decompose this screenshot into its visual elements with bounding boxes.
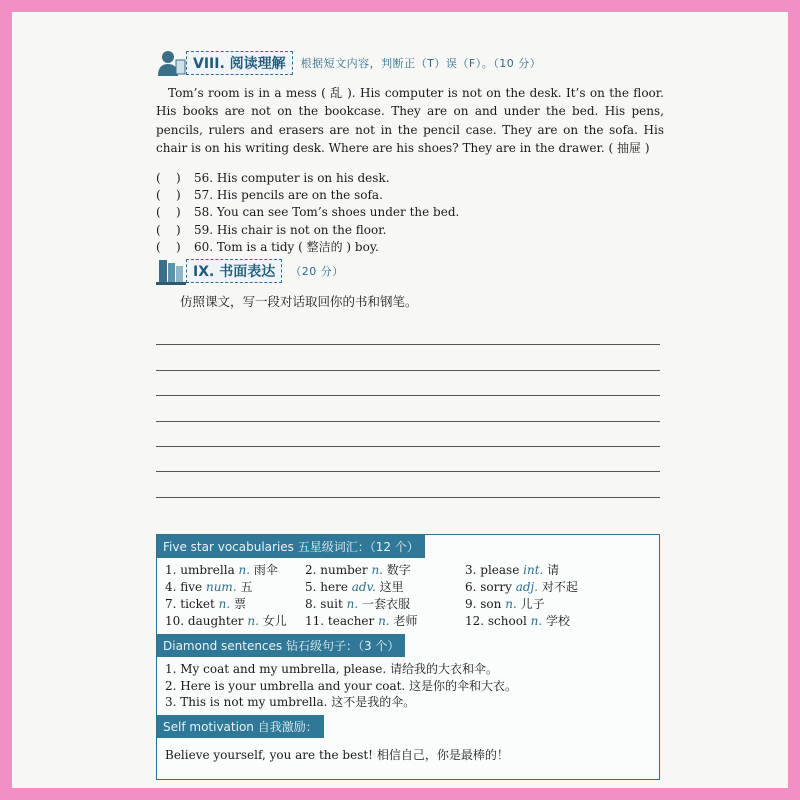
section-9-note: （20 分） <box>290 265 344 278</box>
vocab-word: 6. sorry <box>465 580 516 594</box>
vocab-pos: n. <box>371 563 383 577</box>
question-item <box>156 239 676 256</box>
vocab-meaning: 儿子 <box>516 597 545 611</box>
vocab-item <box>465 579 645 596</box>
question-item <box>156 187 676 204</box>
answer-blank[interactable]: ( ) <box>156 222 181 237</box>
vocab-pos: adv. <box>351 580 376 594</box>
vocab-item <box>465 613 645 630</box>
section-8-note: 根据短文内容，判断正（T）误（F）。（10 分） <box>300 57 542 70</box>
sentence-item: 2. Here is your umbrella and your coat. 这是你的伞和大衣。 <box>165 678 518 693</box>
vocab-pos: n. <box>505 597 517 611</box>
vocabulary-box <box>156 534 660 780</box>
vocab-meaning: 请 <box>543 563 560 577</box>
vocab-word: 10. daughter <box>165 614 248 628</box>
vocab-meaning: 这里 <box>375 580 404 594</box>
vocab-item <box>305 579 465 596</box>
answer-blank[interactable]: ( ) <box>156 239 181 254</box>
vocab-pos: n. <box>238 563 251 577</box>
vocab-pos: n. <box>530 614 543 628</box>
vocab-item <box>165 596 305 613</box>
section-8-header <box>156 48 541 78</box>
vocab-header: Five star vocabularies 五星级词汇：（12 个） <box>157 535 425 558</box>
vocab-meaning: 老师 <box>389 614 418 628</box>
section-9-header <box>156 256 344 286</box>
sentence-item: 3. This is not my umbrella. 这不是我的伞。 <box>165 695 416 709</box>
person-icon <box>156 48 186 78</box>
vocab-pos: n. <box>378 614 390 628</box>
vocab-grid <box>157 558 659 634</box>
question-text: 58. You can see Tom’s shoes under the bed. <box>194 205 460 220</box>
writing-lines[interactable] <box>156 320 660 498</box>
reading-passage <box>156 84 664 158</box>
answer-blank[interactable]: ( ) <box>156 171 181 185</box>
vocab-pos: n. <box>346 597 359 611</box>
writing-line[interactable] <box>156 371 660 396</box>
vocab-item <box>165 613 305 630</box>
writing-line[interactable] <box>156 320 660 345</box>
vocab-word: 3. please <box>465 563 524 577</box>
question-item <box>156 170 676 187</box>
sentence-item: 1. My coat and my umbrella, please. 请给我的大衣和伞。 <box>165 662 498 676</box>
vocab-pos: num. <box>205 580 237 594</box>
vocab-item <box>165 562 305 579</box>
motivation-text: Believe yourself, you are the best! 相信自己，你是最棒的！ <box>165 747 509 762</box>
question-text: 59. His chair is not on the floor. <box>194 222 387 237</box>
writing-instruction: 仿照课文，写一段对话取回你的书和钢笔。 <box>180 294 418 309</box>
books-icon <box>156 256 186 286</box>
vocab-word: 9. son <box>465 597 506 611</box>
vocab-word: 8. suit <box>305 597 347 611</box>
vocab-meaning: 票 <box>230 597 247 611</box>
vocab-pos: adj. <box>515 580 539 594</box>
vocab-meaning: 对不起 <box>538 580 578 594</box>
section-9-title: IX. 书面表达 <box>186 259 282 283</box>
question-item <box>156 222 676 239</box>
writing-line[interactable] <box>156 422 660 447</box>
vocab-pos: n. <box>247 614 259 628</box>
vocab-pos: n. <box>218 597 231 611</box>
question-text: 57. His pencils are on the sofa. <box>194 188 383 203</box>
vocab-item <box>165 579 305 596</box>
vocab-meaning: 雨伞 <box>250 563 278 577</box>
vocab-word: 4. five <box>165 580 206 594</box>
diamond-sentences <box>157 657 659 715</box>
writing-line[interactable] <box>156 345 660 370</box>
vocab-meaning: 女儿 <box>258 614 287 628</box>
vocab-item <box>465 562 645 579</box>
worksheet-page <box>12 12 788 788</box>
passage-text: Tom’s room is in a mess ( 乱 ). His computer is not on the desk. It’s on the floor. His books are not on the bookcase. They are on and under the bed. His pens, pencils, rulers and erasers are not in the pencil case. They are on the sofa. His chair is on his writing desk. Where are his shoes? They are in the drawer. ( 抽屉 ) <box>156 86 664 156</box>
vocab-word: 11. teacher <box>305 614 379 628</box>
vocab-meaning: 一套衣服 <box>358 597 410 611</box>
vocab-word: 7. ticket <box>165 597 219 611</box>
vocab-item <box>305 613 465 630</box>
answer-blank[interactable]: ( ) <box>156 188 181 203</box>
vocab-meaning: 学校 <box>542 614 570 628</box>
writing-line[interactable] <box>156 447 660 472</box>
vocab-word: 12. school <box>465 614 531 628</box>
question-item <box>156 204 676 221</box>
vocab-meaning: 五 <box>236 580 253 594</box>
writing-line[interactable] <box>156 396 660 421</box>
motivation-header: Self motivation 自我激励： <box>157 715 324 738</box>
vocab-item <box>305 562 465 579</box>
vocab-word: 5. here <box>305 580 352 594</box>
writing-line[interactable] <box>156 472 660 497</box>
answer-blank[interactable]: ( ) <box>156 205 181 220</box>
vocab-meaning: 数字 <box>382 563 411 577</box>
vocab-word: 2. number <box>305 563 372 577</box>
vocab-item <box>465 596 645 613</box>
question-text: 60. Tom is a tidy ( 整洁的 ) boy. <box>194 239 379 254</box>
vocab-pos: int. <box>523 563 544 577</box>
section-8-title: VIII. 阅读理解 <box>186 51 293 75</box>
question-list <box>156 170 676 256</box>
vocab-word: 1. umbrella <box>165 563 239 577</box>
diamond-header: Diamond sentences 钻石级句子：（3 个） <box>157 634 405 657</box>
question-text: 56. His computer is on his desk. <box>194 171 390 185</box>
vocab-item <box>305 596 465 613</box>
